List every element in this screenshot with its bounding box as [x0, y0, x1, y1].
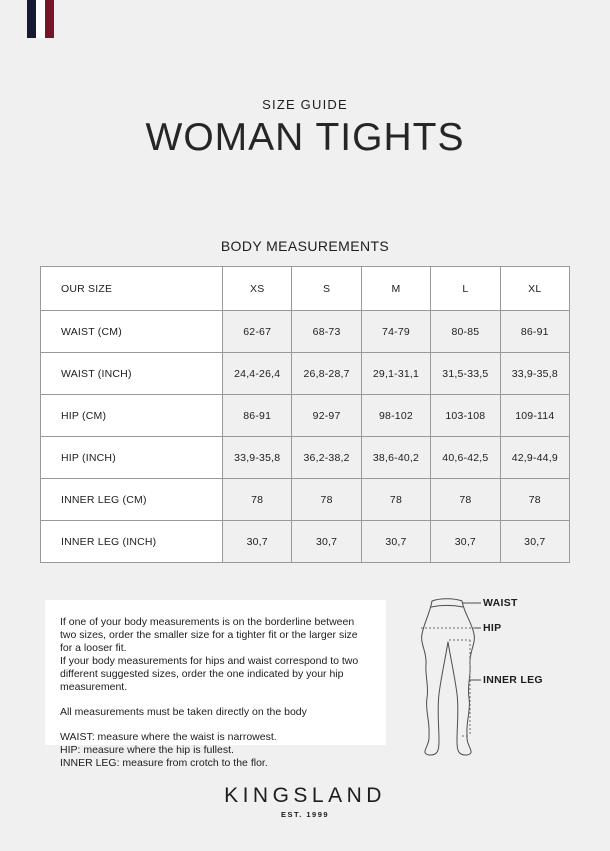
cell: 78 — [292, 479, 361, 521]
cell: 33,9-35,8 — [500, 353, 569, 395]
column-header-xl: XL — [500, 267, 569, 311]
cell: 109-114 — [500, 395, 569, 437]
cell: 33,9-35,8 — [223, 437, 292, 479]
note-correspond: If your body measurements for hips and waist correspond to two different suggested sizes, order the one indicated by your hip measurement. — [60, 655, 359, 693]
cell: 92-97 — [292, 395, 361, 437]
inner-leg-label: INNER LEG — [483, 674, 543, 686]
table-header-row — [41, 267, 570, 311]
cell: 40,6-42,5 — [431, 437, 500, 479]
row-label: INNER LEG (CM) — [41, 479, 223, 521]
page-title: WOMAN TIGHTS — [145, 116, 465, 159]
cell: 78 — [223, 479, 292, 521]
row-label: INNER LEG (INCH) — [41, 521, 223, 563]
column-header-s: S — [292, 267, 361, 311]
flag-maroon-stripe — [45, 0, 54, 38]
column-header-our-size: OUR SIZE — [41, 267, 223, 311]
note-hip: HIP: measure where the hip is fullest. — [60, 744, 234, 756]
cell: 103-108 — [431, 395, 500, 437]
inner-leg-bracket — [449, 640, 470, 736]
table-row — [41, 437, 570, 479]
measuring-notes-box — [45, 600, 386, 769]
cell: 30,7 — [223, 521, 292, 563]
note-inner-leg: INNER LEG: measure from crotch to the flor. — [60, 757, 268, 769]
table-row — [41, 311, 570, 353]
note-waist: WAIST: measure where the waist is narrowest. — [60, 731, 277, 743]
note-directly: All measurements must be taken directly on the body — [60, 706, 307, 718]
cell: 86-91 — [500, 311, 569, 353]
cell: 30,7 — [361, 521, 430, 563]
cell: 29,1-31,1 — [361, 353, 430, 395]
body-measurements-table — [40, 266, 570, 563]
cell: 78 — [361, 479, 430, 521]
cell: 86-91 — [223, 395, 292, 437]
row-label: HIP (CM) — [41, 395, 223, 437]
cell: 31,5-33,5 — [431, 353, 500, 395]
cell: 30,7 — [431, 521, 500, 563]
cell: 78 — [431, 479, 500, 521]
flag-navy-stripe — [27, 0, 36, 38]
table-row — [41, 521, 570, 563]
brand-established-text: EST. 1999 — [280, 810, 330, 819]
cell: 30,7 — [292, 521, 361, 563]
table-row — [41, 353, 570, 395]
cell: 26,8-28,7 — [292, 353, 361, 395]
table-row — [41, 395, 570, 437]
row-label: HIP (INCH) — [41, 437, 223, 479]
column-header-xs: XS — [223, 267, 292, 311]
cell: 38,6-40,2 — [361, 437, 430, 479]
tights-measurement-diagram — [405, 590, 575, 765]
cell: 42,9-44,9 — [500, 437, 569, 479]
cell: 78 — [500, 479, 569, 521]
table-row — [41, 479, 570, 521]
column-header-m: M — [361, 267, 430, 311]
cell: 62-67 — [223, 311, 292, 353]
size-guide-eyebrow: SIZE GUIDE — [262, 97, 348, 112]
hip-label: HIP — [483, 622, 502, 634]
tights-outline — [422, 599, 475, 755]
note-borderline: If one of your body measurements is on the borderline between two sizes, order the smaller size for a tighter fit or the larger size for a looser fit. — [60, 616, 358, 654]
cell: 24,4-26,4 — [223, 353, 292, 395]
row-label: WAIST (INCH) — [41, 353, 223, 395]
cell: 30,7 — [500, 521, 569, 563]
row-label: WAIST (CM) — [41, 311, 223, 353]
body-measurements-heading: BODY MEASUREMENTS — [220, 238, 390, 254]
waistband-line — [431, 606, 463, 608]
cell: 80-85 — [431, 311, 500, 353]
flag-white-stripe — [36, 0, 45, 38]
brand-flag-icon — [27, 0, 54, 38]
waist-label: WAIST — [483, 597, 518, 609]
cell: 98-102 — [361, 395, 430, 437]
brand-wordmark: KINGSLAND — [224, 784, 386, 807]
cell: 68-73 — [292, 311, 361, 353]
column-header-l: L — [431, 267, 500, 311]
cell: 74-79 — [361, 311, 430, 353]
cell: 36,2-38,2 — [292, 437, 361, 479]
